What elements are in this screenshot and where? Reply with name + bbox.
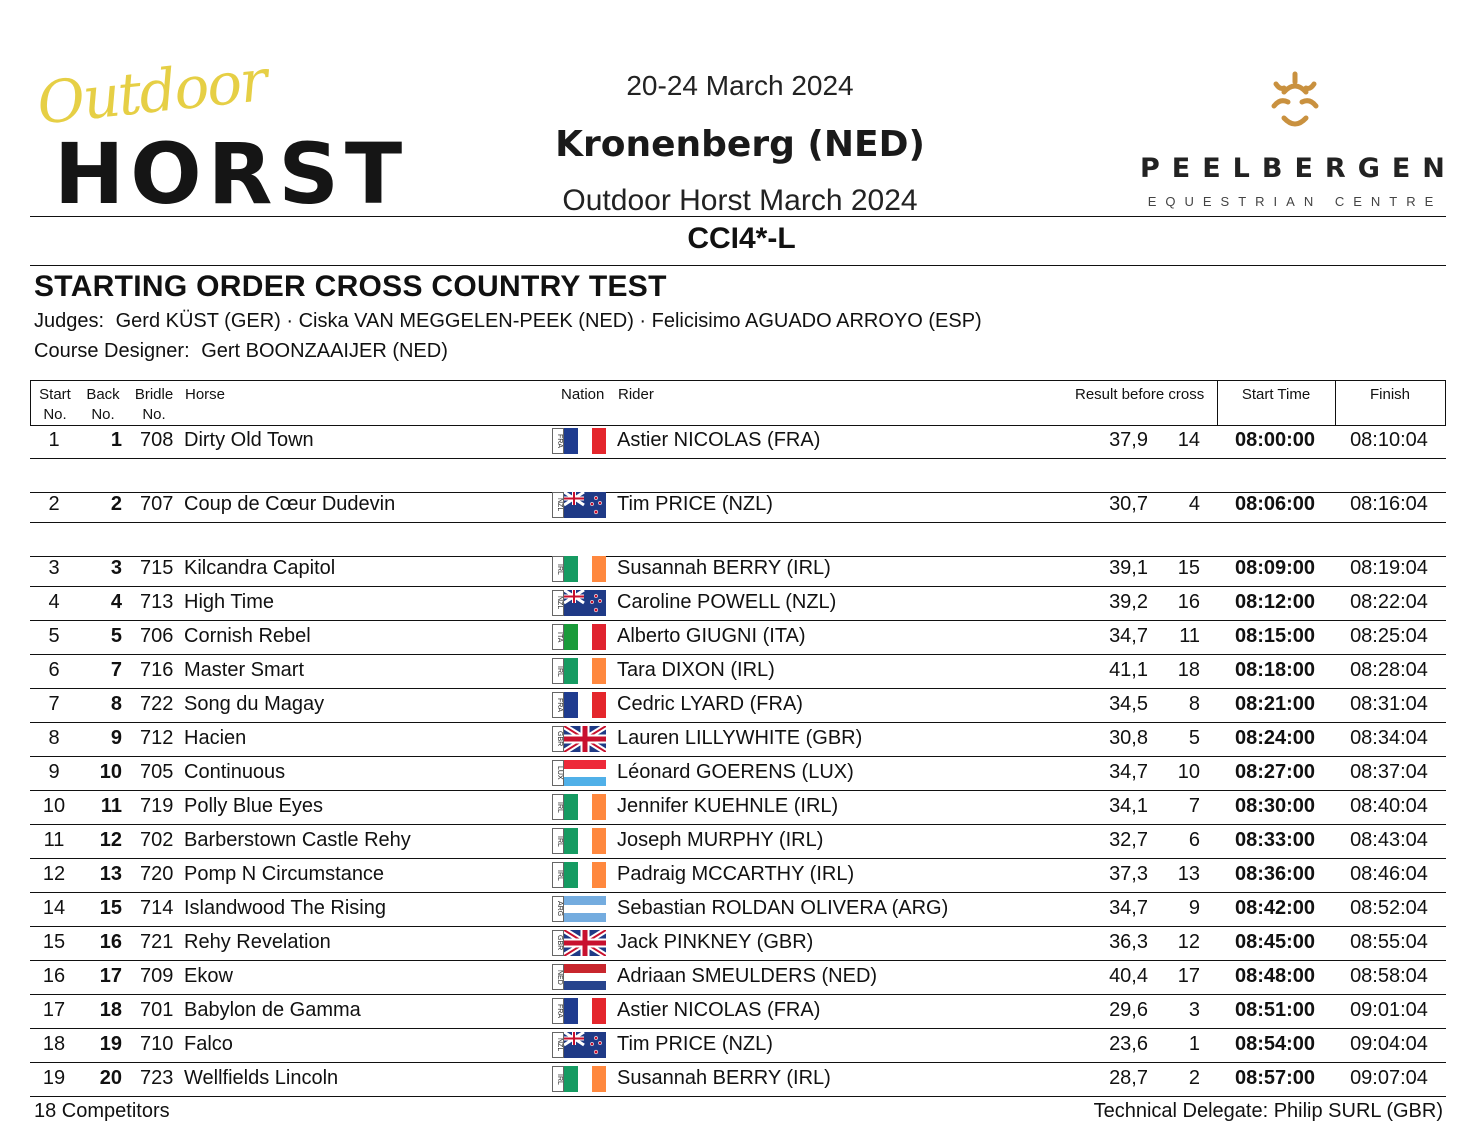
peelbergen-logo: [1140, 70, 1457, 220]
result-score: 39,2: [1109, 591, 1148, 613]
back-no: 17: [99, 965, 122, 987]
bridle-no: 719: [140, 795, 174, 817]
back-no: 3: [110, 557, 122, 579]
bridle-no: 706: [140, 625, 174, 647]
col-start-time: Start Time: [1241, 386, 1311, 403]
horse-name: Cornish Rebel: [184, 625, 311, 647]
finish-time: 08:19:04: [1350, 557, 1428, 579]
table-row: [30, 552, 1446, 587]
technical-delegate: Technical Delegate: Philip SURL (GBR): [1093, 1100, 1443, 1122]
col-back-no: Back No.: [86, 386, 120, 423]
back-no: 5: [110, 625, 122, 647]
result-rank: 6: [1188, 829, 1200, 851]
result-rank: 10: [1177, 761, 1200, 783]
start-time: 08:57:00: [1234, 1067, 1316, 1089]
horse-name: Barberstown Castle Rehy: [184, 829, 411, 851]
start-no: 2: [48, 493, 60, 515]
back-no: 7: [110, 659, 122, 681]
horse-name: Islandwood The Rising: [184, 897, 386, 919]
back-no: 12: [99, 829, 122, 851]
bridle-no: 705: [140, 761, 174, 783]
nation-code: GBR: [552, 726, 564, 752]
finish-time: 08:10:04: [1350, 429, 1428, 451]
table-row: [30, 994, 1446, 1029]
bridle-no: 721: [140, 931, 174, 953]
start-no: 8: [48, 727, 60, 749]
rider-name: Astier NICOLAS (FRA): [617, 429, 821, 451]
nation-flag-icon: [552, 1066, 606, 1092]
nation-flag-icon: [552, 998, 606, 1024]
back-no: 11: [100, 795, 122, 817]
rider-name: Joseph MURPHY (IRL): [617, 829, 824, 851]
finish-time: 08:34:04: [1350, 727, 1428, 749]
col-result: Result before cross: [1075, 386, 1205, 403]
rider-name: Caroline POWELL (NZL): [617, 591, 837, 613]
result-rank: 8: [1188, 693, 1200, 715]
result-score: 37,3: [1109, 863, 1148, 885]
col-rider: Rider: [618, 386, 654, 403]
outdoor-horst-logo: [30, 46, 409, 223]
nation-code: IRL: [552, 828, 564, 854]
result-score: 32,7: [1109, 829, 1148, 851]
start-time: 08:45:00: [1234, 931, 1316, 953]
peelbergen-subtitle: EQUESTRIAN CENTRE: [1147, 194, 1443, 209]
nation-flag-icon: [552, 828, 606, 854]
result-score: 34,7: [1109, 761, 1148, 783]
finish-time: 08:52:04: [1350, 897, 1428, 919]
start-no: 16: [42, 965, 66, 987]
horse-name: Coup de Cœur Dudevin: [184, 493, 396, 515]
nation-flag-icon: [552, 590, 606, 616]
nation-flag-icon: [552, 862, 606, 888]
table-row: [30, 858, 1446, 893]
start-time: 08:09:00: [1234, 557, 1316, 579]
result-score: 34,1: [1109, 795, 1148, 817]
col-start-no: Start No.: [39, 386, 71, 423]
result-rank: 11: [1179, 625, 1200, 647]
nation-code: NZL: [552, 492, 564, 518]
result-rank: 4: [1188, 493, 1200, 515]
horse-name: Pomp N Circumstance: [184, 863, 385, 885]
result-score: 37,9: [1109, 429, 1148, 451]
start-time: 08:36:00: [1234, 863, 1316, 885]
rider-name: Cedric LYARD (FRA): [617, 693, 803, 715]
start-time: 08:21:00: [1234, 693, 1316, 715]
back-no: 1: [110, 429, 122, 451]
col-bridle-no: Bridle No.: [134, 386, 174, 423]
finish-time: 08:16:04: [1350, 493, 1428, 515]
rider-name: Tim PRICE (NZL): [617, 493, 773, 515]
horse-name: Song du Magay: [184, 693, 325, 715]
finish-time: 09:04:04: [1350, 1033, 1428, 1055]
result-score: 36,3: [1109, 931, 1148, 953]
event-date: 20-24 March 2024: [626, 70, 854, 101]
finish-time: 08:55:04: [1350, 931, 1428, 953]
table-row: [30, 960, 1446, 995]
rider-name: Adriaan SMEULDERS (NED): [617, 965, 878, 987]
competition-level: CCI4*-L: [687, 222, 796, 255]
col-horse: Horse: [185, 386, 226, 403]
header-rule-bottom: [30, 265, 1446, 266]
table-row: [30, 1062, 1446, 1097]
start-time: 08:30:00: [1234, 795, 1316, 817]
back-no: 15: [99, 897, 122, 919]
start-time: 08:51:00: [1234, 999, 1316, 1021]
rider-name: Lauren LILLYWHITE (GBR): [617, 727, 863, 749]
table-row: [30, 926, 1446, 961]
start-no: 4: [48, 591, 60, 613]
rider-name: Susannah BERRY (IRL): [617, 557, 831, 579]
document-title: STARTING ORDER CROSS COUNTRY TEST: [34, 270, 667, 303]
start-time: 08:12:00: [1234, 591, 1316, 613]
logo-main-text: HORST: [54, 125, 409, 223]
start-time: 08:00:00: [1234, 429, 1316, 451]
start-time: 08:18:00: [1234, 659, 1316, 681]
nation-code: NZL: [552, 1032, 564, 1058]
judges-names: Gerd KÜST (GER) · Ciska VAN MEGGELEN-PEEK (NED) · Felicisimo AGUADO ARROYO (ESP): [115, 310, 982, 332]
nation-flag-icon: [552, 896, 606, 922]
table-row: [30, 688, 1446, 723]
nation-flag-icon: [552, 726, 606, 752]
result-rank: 17: [1177, 965, 1200, 987]
horse-name: Falco: [184, 1033, 233, 1055]
result-score: 34,7: [1109, 897, 1148, 919]
result-rank: 1: [1188, 1033, 1200, 1055]
bridle-no: 708: [140, 429, 174, 451]
bridle-no: 712: [140, 727, 174, 749]
nation-code: FRA: [552, 998, 564, 1024]
bridle-no: 720: [140, 863, 174, 885]
table-row: [30, 620, 1446, 655]
back-no: 2: [110, 493, 122, 515]
judges-line: [34, 310, 982, 333]
nation-code: IRL: [552, 556, 564, 582]
horse-name: Wellfields Lincoln: [184, 1067, 339, 1089]
rider-name: Tara DIXON (IRL): [617, 659, 775, 681]
nation-flag-icon: [552, 794, 606, 820]
table-row: [30, 1028, 1446, 1063]
rider-name: Padraig MCCARTHY (IRL): [617, 863, 855, 885]
event-name: Outdoor Horst March 2024: [562, 184, 918, 217]
start-time: 08:24:00: [1234, 727, 1316, 749]
start-time: 08:48:00: [1234, 965, 1316, 987]
bridle-no: 710: [140, 1033, 174, 1055]
nation-flag-icon: [552, 624, 606, 650]
back-no: 18: [99, 999, 122, 1021]
result-rank: 12: [1177, 931, 1200, 953]
bridle-no: 714: [140, 897, 174, 919]
judges-label: Judges:: [34, 310, 105, 332]
finish-time: 08:40:04: [1350, 795, 1428, 817]
designer-label: Course Designer:: [34, 340, 190, 362]
horse-name: High Time: [184, 591, 275, 613]
rider-name: Tim PRICE (NZL): [617, 1033, 773, 1055]
back-no: 10: [99, 761, 122, 783]
table-row: [30, 892, 1446, 927]
table-row: [30, 824, 1446, 859]
start-no: 6: [48, 659, 60, 681]
nation-code: FRA: [552, 692, 564, 718]
result-score: 40,4: [1109, 965, 1148, 987]
start-no: 15: [42, 931, 66, 953]
rider-name: Susannah BERRY (IRL): [617, 1067, 831, 1089]
start-no: 18: [42, 1033, 66, 1055]
start-no: 7: [48, 693, 60, 715]
start-no: 12: [42, 863, 66, 885]
result-score: 34,7: [1109, 625, 1148, 647]
horse-name: Dirty Old Town: [184, 429, 314, 451]
nation-code: FRA: [552, 428, 564, 454]
table-header: [30, 380, 1446, 426]
finish-time: 09:01:04: [1350, 999, 1428, 1021]
horse-name: Ekow: [184, 965, 233, 987]
result-rank: 16: [1177, 591, 1200, 613]
result-score: 23,6: [1109, 1033, 1148, 1055]
nation-flag-icon: [552, 692, 606, 718]
back-no: 16: [99, 931, 122, 953]
result-rank: 18: [1177, 659, 1200, 681]
finish-time: 08:46:04: [1350, 863, 1428, 885]
result-score: 30,7: [1109, 493, 1148, 515]
designer-line: [34, 340, 448, 363]
nation-code: IRL: [552, 794, 564, 820]
nation-code: IRL: [552, 862, 564, 888]
table-row: [30, 424, 1446, 459]
logo-script-text: Outdoor: [34, 46, 269, 138]
designer-name: Gert BOONZAAIJER (NED): [201, 340, 448, 362]
finish-time: 08:37:04: [1350, 761, 1428, 783]
nation-flag-icon: [552, 556, 606, 582]
start-no: 19: [42, 1067, 66, 1089]
start-no: 1: [48, 429, 60, 451]
nation-code: IRL: [552, 1066, 564, 1092]
start-no: 5: [48, 625, 60, 647]
result-rank: 15: [1177, 557, 1200, 579]
rider-name: Léonard GOERENS (LUX): [617, 761, 854, 783]
back-no: 19: [99, 1033, 122, 1055]
nation-code: ITA: [552, 624, 564, 650]
bridle-no: 715: [140, 557, 174, 579]
start-time: 08:33:00: [1234, 829, 1316, 851]
finish-time: 08:31:04: [1350, 693, 1428, 715]
nation-flag-icon: [552, 1032, 606, 1058]
table-row: [30, 790, 1446, 825]
result-rank: 14: [1177, 429, 1200, 451]
finish-time: 08:25:04: [1350, 625, 1428, 647]
bridle-no: 701: [140, 999, 174, 1021]
nation-code: GBR: [552, 930, 564, 956]
bridle-no: 709: [140, 965, 174, 987]
horse-name: Hacien: [184, 727, 247, 749]
start-time: 08:15:00: [1234, 625, 1316, 647]
start-time: 08:27:00: [1234, 761, 1316, 783]
result-score: 34,5: [1109, 693, 1148, 715]
nation-code: IRL: [552, 658, 564, 684]
result-score: 39,1: [1109, 557, 1148, 579]
venue-name: Kronenberg: [555, 124, 795, 165]
competitor-count: 18 Competitors: [34, 1100, 170, 1122]
start-time: 08:54:00: [1234, 1033, 1316, 1055]
horse-name: Continuous: [184, 761, 286, 783]
start-no: 11: [43, 829, 65, 851]
rider-name: Jack PINKNEY (GBR): [617, 931, 814, 953]
result-rank: 7: [1188, 795, 1200, 817]
rider-name: Astier NICOLAS (FRA): [617, 999, 821, 1021]
table-row: [30, 722, 1446, 757]
finish-time: 09:07:04: [1350, 1067, 1428, 1089]
table-row: [30, 654, 1446, 689]
start-no: 17: [42, 999, 66, 1021]
result-rank: 3: [1188, 999, 1200, 1021]
rider-name: Sebastian ROLDAN OLIVERA (ARG): [617, 897, 949, 919]
finish-time: 08:22:04: [1350, 591, 1428, 613]
horse-name: Babylon de Gamma: [184, 999, 361, 1021]
nation-code: NED: [552, 964, 564, 990]
horse-name: Kilcandra Capitol: [184, 557, 336, 579]
bridle-no: 723: [140, 1067, 174, 1089]
finish-time: 08:43:04: [1350, 829, 1428, 851]
start-no: 14: [42, 897, 66, 919]
start-no: 9: [48, 761, 60, 783]
bridle-no: 702: [140, 829, 174, 851]
bridle-no: 713: [140, 591, 174, 613]
horse-name: Master Smart: [184, 659, 305, 681]
back-no: 4: [110, 591, 122, 613]
nation-flag-icon: [552, 428, 606, 454]
start-time: 08:42:00: [1234, 897, 1316, 919]
result-score: 29,6: [1109, 999, 1148, 1021]
nation-flag-icon: [552, 760, 606, 786]
result-score: 30,8: [1109, 727, 1148, 749]
col-nation: Nation: [561, 386, 605, 403]
result-rank: 13: [1177, 863, 1200, 885]
horse-name: Rehy Revelation: [184, 931, 331, 953]
result-score: 41,1: [1109, 659, 1148, 681]
result-score: 28,7: [1109, 1067, 1148, 1089]
back-no: 13: [99, 863, 122, 885]
start-time: 08:06:00: [1234, 493, 1316, 515]
nation-code: NZL: [552, 590, 564, 616]
peelbergen-emblem-icon: [1260, 70, 1330, 140]
result-rank: 2: [1188, 1067, 1200, 1089]
col-finish: Finish: [1369, 386, 1410, 403]
nation-flag-icon: [552, 492, 606, 518]
finish-time: 08:58:04: [1350, 965, 1428, 987]
bridle-no: 722: [140, 693, 174, 715]
table-row: [30, 756, 1446, 791]
back-no: 20: [99, 1067, 122, 1089]
bridle-no: 707: [140, 493, 174, 515]
result-rank: 9: [1188, 897, 1200, 919]
nation-flag-icon: [552, 930, 606, 956]
start-no: 10: [42, 795, 66, 817]
nation-flag-icon: [552, 964, 606, 990]
nation-flag-icon: [552, 658, 606, 684]
nation-code: LUX: [552, 760, 564, 786]
finish-time: 08:28:04: [1350, 659, 1428, 681]
nation-code: ARG: [552, 896, 564, 922]
back-no: 8: [110, 693, 122, 715]
bridle-no: 716: [140, 659, 174, 681]
result-rank: 5: [1188, 727, 1200, 749]
rider-name: Jennifer KUEHNLE (IRL): [617, 795, 839, 817]
venue-country: (NED): [807, 124, 925, 165]
peelbergen-name: PEELBERGEN: [1140, 153, 1457, 184]
back-no: 9: [110, 727, 122, 749]
start-no: 3: [48, 557, 60, 579]
horse-name: Polly Blue Eyes: [184, 795, 323, 817]
rider-name: Alberto GIUGNI (ITA): [617, 625, 806, 647]
table-row: [30, 488, 1446, 523]
event-venue: [430, 124, 1050, 165]
table-row: [30, 586, 1446, 621]
header-rule-top: [30, 216, 1446, 217]
